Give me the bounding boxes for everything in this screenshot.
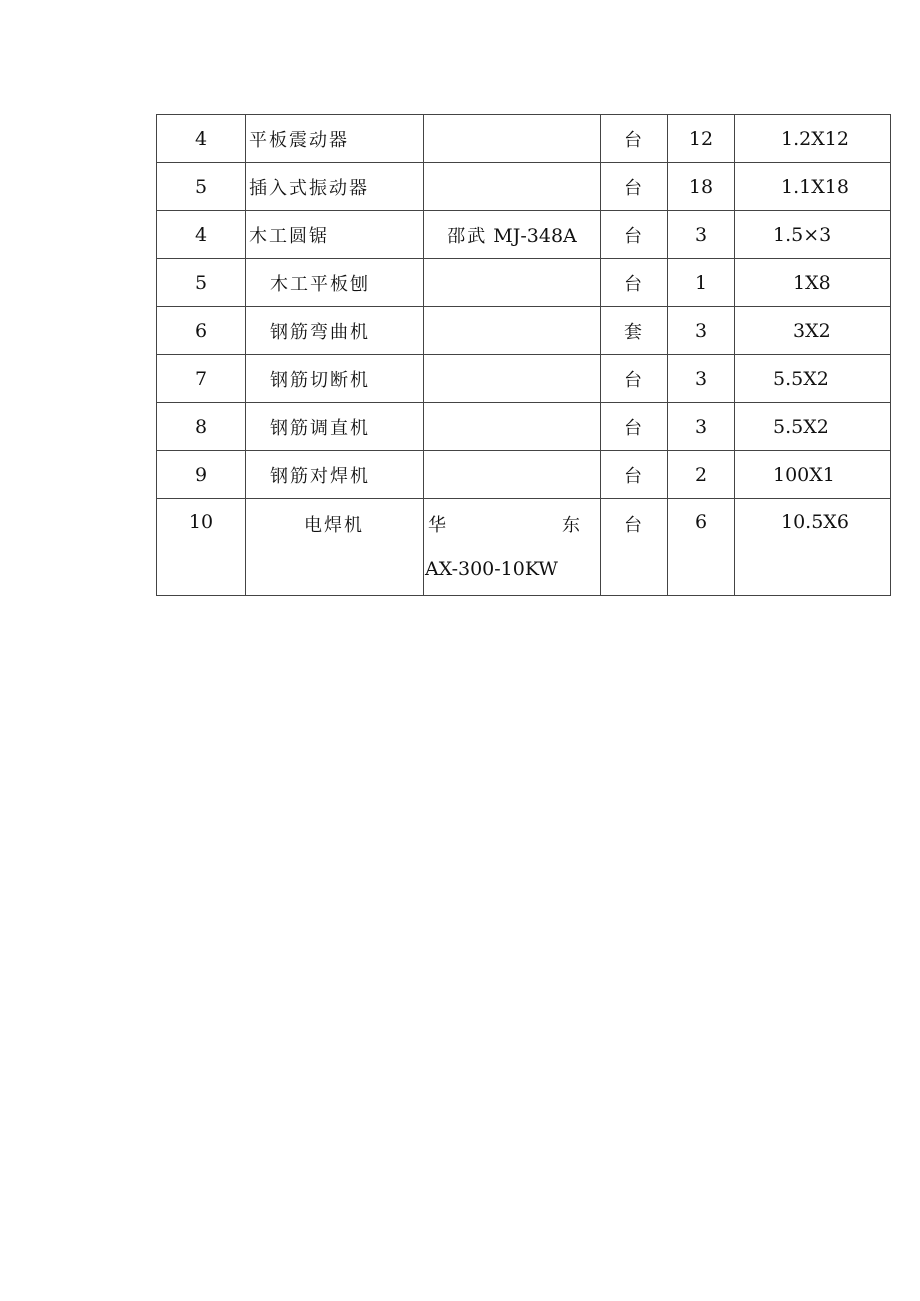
power-rating: 10.5X6 — [735, 499, 891, 596]
table-row — [157, 403, 891, 451]
equipment-model — [424, 211, 601, 259]
unit: 台 — [601, 115, 668, 163]
table-row — [157, 499, 891, 596]
equipment-model — [424, 451, 601, 499]
quantity: 3 — [668, 355, 735, 403]
power-rating: 1.5×3 — [735, 211, 891, 259]
equipment-name: 插入式振动器 — [246, 163, 424, 211]
equipment-model — [424, 355, 601, 403]
row-number: 5 — [157, 163, 246, 211]
quantity: 1 — [668, 259, 735, 307]
table-row — [157, 307, 891, 355]
power-rating: 5.5X2 — [735, 403, 891, 451]
power-rating: 5.5X2 — [735, 355, 891, 403]
row-number: 5 — [157, 259, 246, 307]
unit: 台 — [601, 451, 668, 499]
table-row — [157, 163, 891, 211]
power-rating: 1.2X12 — [735, 115, 891, 163]
power-rating: 1.1X18 — [735, 163, 891, 211]
row-number: 6 — [157, 307, 246, 355]
model-brand-part1: 华 — [428, 515, 446, 536]
equipment-name: 木工平板刨 — [246, 259, 424, 307]
table-row — [157, 115, 891, 163]
equipment-name: 钢筋调直机 — [246, 403, 424, 451]
row-number: 4 — [157, 211, 246, 259]
row-number: 9 — [157, 451, 246, 499]
equipment-model — [424, 499, 601, 596]
table-row — [157, 355, 891, 403]
unit: 台 — [601, 211, 668, 259]
model-code: AX-300-10KW — [425, 558, 558, 580]
table-row — [157, 211, 891, 259]
table-row — [157, 451, 891, 499]
quantity: 3 — [668, 211, 735, 259]
quantity: 12 — [668, 115, 735, 163]
row-number: 7 — [157, 355, 246, 403]
equipment-name: 平板震动器 — [246, 115, 424, 163]
unit: 台 — [601, 403, 668, 451]
power-rating: 3X2 — [735, 307, 891, 355]
equipment-model — [424, 115, 601, 163]
unit: 套 — [601, 307, 668, 355]
equipment-model — [424, 307, 601, 355]
quantity: 3 — [668, 403, 735, 451]
quantity: 2 — [668, 451, 735, 499]
equipment-name: 钢筋切断机 — [246, 355, 424, 403]
row-number: 10 — [157, 499, 246, 596]
model-code: MJ-348A — [493, 224, 577, 247]
quantity: 3 — [668, 307, 735, 355]
unit: 台 — [601, 355, 668, 403]
unit: 台 — [601, 499, 668, 596]
power-rating: 100X1 — [735, 451, 891, 499]
equipment-model — [424, 163, 601, 211]
row-number: 8 — [157, 403, 246, 451]
quantity: 18 — [668, 163, 735, 211]
quantity: 6 — [668, 499, 735, 596]
model-brand-part2: 东 — [562, 515, 580, 536]
equipment-name: 钢筋对焊机 — [246, 451, 424, 499]
equipment-model — [424, 403, 601, 451]
unit: 台 — [601, 163, 668, 211]
table-row — [157, 259, 891, 307]
model-brand: 邵武 — [447, 225, 488, 247]
row-number: 4 — [157, 115, 246, 163]
unit: 台 — [601, 259, 668, 307]
equipment-name: 木工圆锯 — [246, 211, 424, 259]
equipment-name: 钢筋弯曲机 — [246, 307, 424, 355]
equipment-name: 电焊机 — [246, 499, 424, 596]
equipment-model — [424, 259, 601, 307]
equipment-table — [156, 114, 891, 596]
power-rating: 1X8 — [735, 259, 891, 307]
